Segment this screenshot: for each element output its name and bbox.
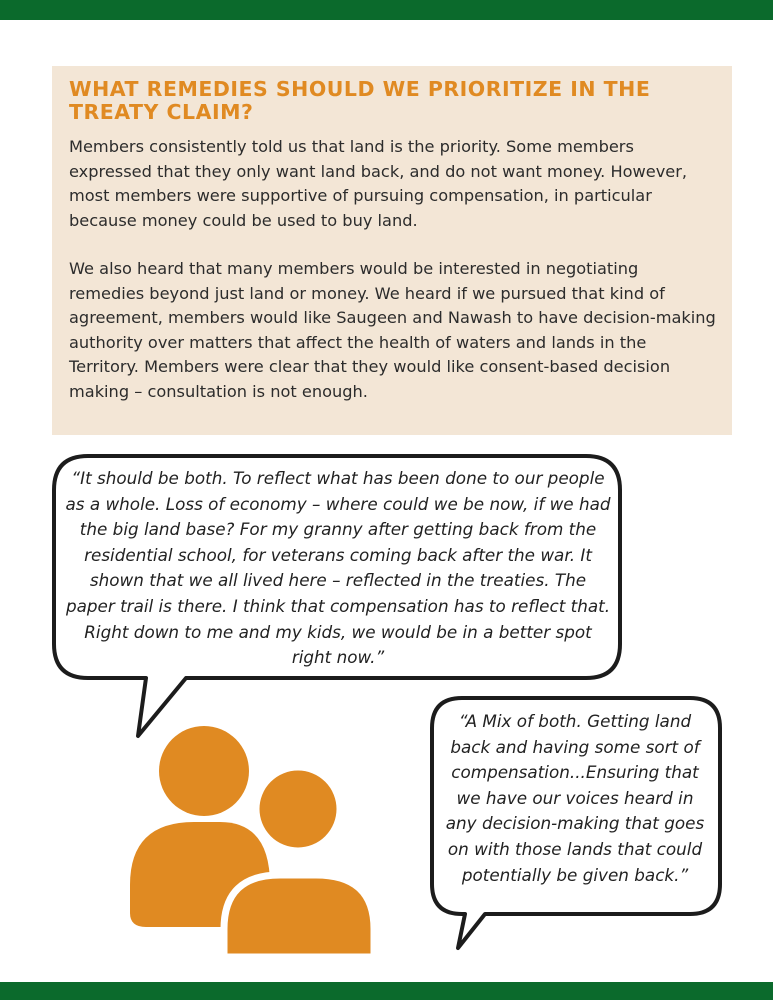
people-icon	[120, 725, 380, 965]
bottom-green-bar	[0, 982, 773, 1000]
quote-2: “A Mix of both. Getting land back and having some sort of compensation...Ensuring that we have our voices heard in any decision-making that goes on with those lands that could potentially be given back.”	[445, 711, 705, 885]
person-front-body	[224, 875, 374, 957]
person-front-head	[256, 767, 340, 851]
paragraph-1: Members consistently told us that land is the priority. Some members expressed that they only want land back, and do not want money. However, most members were supportive of pursuing compensation, in particular because money could be used to buy land.	[69, 137, 688, 230]
quote-1: “It should be both. To reflect what has been done to our people as a whole. Loss of economy – where could we be now, if we had the big land base? For my granny after getting back from the residential school, for veterans coming back after the war. It shown that we all lived here – reflected in the treaties. The paper trail is there. I think that compensation has to reflect that. Right down to me and my kids, we would be in a better spot right now.”	[65, 468, 611, 668]
person-back-head	[159, 726, 249, 816]
section-heading: WHAT REMEDIES SHOULD WE PRIORITIZE IN THE TREATY CLAIM?	[69, 77, 651, 124]
paragraph-2: We also heard that many members would be interested in negotiating remedies beyond just land or money. We heard if we pursued that kind of agreement, members would like Saugeen and Nawash to have decision-making authority over matters that affect the health of waters and lands in the Territory. Members were clear that they would like consent-based decision making – consultation is not enough.	[69, 259, 716, 401]
